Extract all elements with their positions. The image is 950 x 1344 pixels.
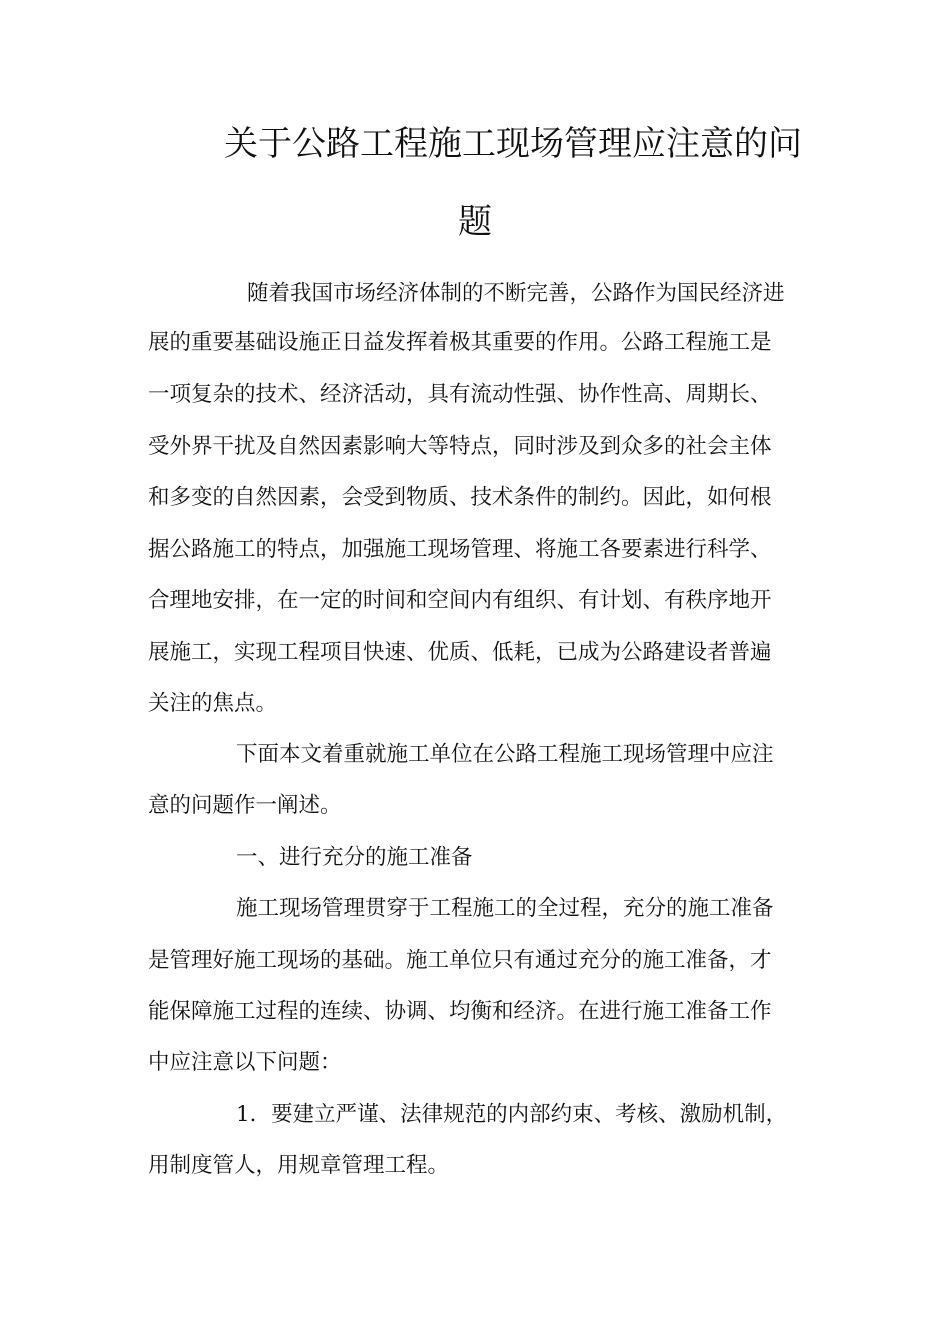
paragraph-3-line-3: 能保障施工过程的连续、协调、均衡和经济。在进行施工准备工作 — [148, 999, 772, 1024]
list-item-1-line-1: 1．要建立严谨、法律规范的内部约束、考核、激励机制， — [236, 1102, 788, 1127]
list-item-1-line-2: 用制度管人，用规章管理工程。 — [148, 1153, 450, 1178]
paragraph-2-line-1: 下面本文着重就施工单位在公路工程施工现场管理中应注 — [236, 742, 774, 767]
paragraph-1-line-4: 受外界干扰及自然因素影响大等特点，同时涉及到众多的社会主体 — [148, 434, 772, 459]
paragraph-3-line-1: 施工现场管理贯穿于工程施工的全过程，充分的施工准备 — [236, 896, 774, 921]
paragraph-1-line-2: 展的重要基础设施正日益发挥着极其重要的作用。公路工程施工是 — [148, 330, 772, 355]
paragraph-3-line-2: 是管理好施工现场的基础。施工单位只有通过充分的施工准备，才 — [148, 948, 772, 973]
paragraph-1-line-6: 据公路施工的特点，加强施工现场管理、将施工各要素进行科学、 — [148, 537, 772, 562]
paragraph-1-line-1: 随着我国市场经济体制的不断完善，公路作为国民经济进 — [247, 281, 785, 306]
paragraph-1-line-8: 展施工，实现工程项目快速、优质、低耗，已成为公路建设者普遍 — [148, 640, 772, 665]
paragraph-1-line-3: 一项复杂的技术、经济活动，具有流动性强、协作性高、周期长、 — [148, 382, 772, 407]
paragraph-3-line-4: 中应注意以下问题： — [148, 1050, 342, 1075]
document-title-line-2: 题 — [458, 202, 492, 242]
paragraph-1-line-7: 合理地安排，在一定的时间和空间内有组织、有计划、有秩序地开 — [148, 588, 772, 613]
paragraph-1-line-9: 关注的焦点。 — [148, 691, 278, 716]
document-title-line-1: 关于公路工程施工现场管理应注意的问 — [224, 124, 802, 164]
section-heading-1: 一、进行充分的施工准备 — [236, 845, 473, 870]
paragraph-1-line-5: 和多变的自然因素，会受到物质、技术条件的制约。因此，如何根 — [148, 485, 772, 510]
paragraph-2-line-2: 意的问题作一阐述。 — [148, 793, 342, 818]
